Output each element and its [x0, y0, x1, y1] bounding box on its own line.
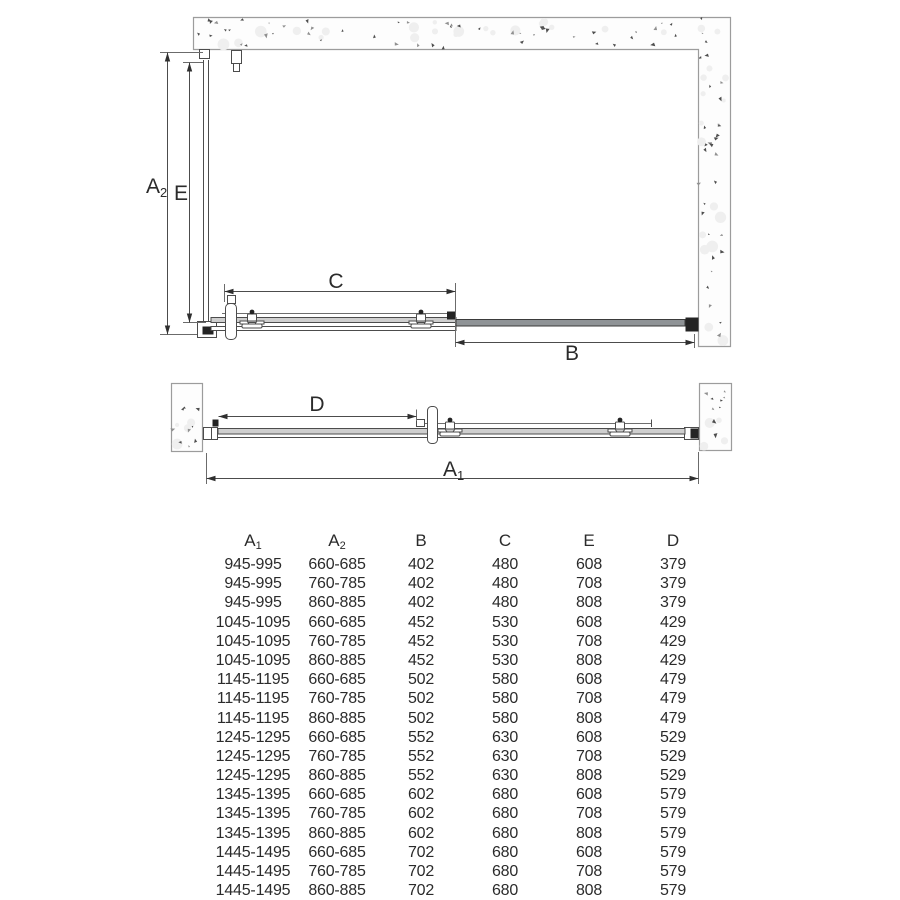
drawing-shape [409, 321, 418, 324]
table-header: D [666, 531, 680, 550]
table-cell: 529 [659, 747, 687, 765]
table-cell: 808 [575, 651, 603, 669]
drawing-shape [721, 437, 728, 444]
table-cell: 860-885 [308, 709, 366, 727]
table-cell: 660-685 [308, 613, 366, 631]
table-cell: 680 [491, 786, 519, 804]
drawing-shape [616, 422, 625, 429]
drawing-shape [165, 326, 170, 335]
table-cell: 602 [407, 824, 435, 842]
drawing-shape [318, 35, 323, 40]
table-cell: 608 [575, 613, 603, 631]
table-cell: 1245-1295 [215, 767, 291, 785]
drawing-shape [240, 321, 249, 324]
table-cell: 660-685 [308, 843, 366, 861]
table-cell: 530 [491, 651, 519, 669]
dim-label-e: E [174, 182, 189, 205]
table-cell: 680 [491, 824, 519, 842]
table-cell: 702 [407, 843, 435, 861]
table-cell: 1345-1395 [215, 786, 291, 804]
table-cell: 680 [491, 805, 519, 823]
table-cell: 479 [659, 709, 687, 727]
wall-profile-right [685, 428, 699, 440]
drawing-shape [690, 476, 699, 481]
table-cell: 579 [659, 805, 687, 823]
table-cell: 402 [407, 594, 435, 612]
drawing-shape [228, 296, 236, 304]
table-cell: 1145-1195 [216, 690, 290, 708]
dim-label-d: D [309, 393, 325, 416]
table-cell: 452 [407, 651, 435, 669]
drawing-shape [705, 418, 715, 428]
drawing-shape [213, 420, 219, 427]
table-body [211, 555, 715, 900]
drawing-shape [453, 26, 464, 37]
table-row [211, 632, 715, 651]
drawing-shape [411, 324, 431, 328]
table-cell: 529 [659, 728, 687, 746]
dim-label-b: B [564, 342, 580, 365]
table-cell: 1245-1295 [215, 747, 291, 765]
table-cell: 808 [575, 882, 603, 900]
table-cell: 552 [407, 728, 435, 746]
table-cell: 708 [575, 863, 603, 880]
drawing-shape [446, 422, 455, 429]
table-row [211, 709, 715, 728]
table-cell: 602 [407, 805, 435, 823]
drawing-shape [456, 340, 465, 345]
drawing-shape [165, 53, 170, 62]
table-cell: 479 [659, 690, 687, 708]
table-cell: 608 [575, 556, 603, 573]
drawing-shape [453, 429, 462, 432]
table-cell: 860-885 [308, 767, 366, 785]
table-header: $A_1$ [244, 531, 262, 552]
table-cell: 579 [659, 786, 687, 804]
table-cell: 608 [575, 786, 603, 804]
table-row [211, 862, 715, 881]
drawing-shape [549, 25, 554, 30]
table-cell: 860-885 [308, 824, 366, 842]
table-cell: 452 [407, 632, 435, 650]
drawing-shape [699, 121, 704, 126]
table-cell: 660-685 [308, 671, 366, 689]
drawing-shape [172, 439, 183, 450]
table-cell: 1045-1095 [215, 632, 291, 650]
table-row [211, 651, 715, 670]
table-cell: 708 [575, 632, 603, 650]
drawing-shape [322, 27, 330, 35]
table-cell: 602 [407, 786, 435, 804]
table-cell: 1445-1495 [215, 843, 291, 861]
table-row [211, 843, 715, 862]
table-cell: 479 [659, 671, 687, 689]
table-row [211, 613, 715, 632]
table-cell: 860-885 [308, 594, 366, 612]
table-cell: 1445-1495 [215, 863, 291, 880]
table-header-row [211, 530, 715, 552]
table-header: $A_2$ [328, 531, 346, 552]
table-cell: 708 [575, 690, 603, 708]
table-header: E [583, 531, 595, 550]
table-cell: 530 [491, 613, 519, 631]
table-cell: 480 [491, 556, 519, 573]
wall-top-and-right [194, 18, 731, 347]
top-view-drawing [146, 16, 731, 365]
table-cell: 708 [575, 805, 603, 823]
drawing-shape [207, 476, 216, 481]
top-wall-profile [200, 50, 210, 59]
drawing-shape [706, 65, 712, 71]
table-row [211, 785, 715, 804]
table-row [211, 804, 715, 823]
drawing-shape [225, 289, 234, 294]
table-row [211, 689, 715, 708]
drawing-shape [490, 30, 495, 35]
table-cell: 808 [575, 824, 603, 842]
table-cell: 760-785 [308, 575, 366, 593]
wall-profile-right [686, 318, 699, 332]
drawing-shape [419, 310, 424, 315]
drawing-shape [447, 289, 456, 294]
drawing-shape [293, 27, 301, 35]
table-cell: 630 [491, 728, 519, 746]
drawing-shape [408, 414, 417, 419]
drawing-shape [424, 321, 433, 324]
table-cell: 708 [575, 747, 603, 765]
drawing-shape [234, 64, 240, 72]
dim-label-a2 [146, 175, 167, 200]
table-cell: 429 [659, 632, 687, 650]
table-cell: 608 [575, 728, 603, 746]
table-cell: 608 [575, 843, 603, 861]
table-cell: 1345-1395 [215, 824, 291, 842]
drawing-shape [255, 321, 264, 324]
drawing-shape [700, 245, 710, 255]
drawing-shape [701, 91, 706, 96]
door-end-bracket [447, 312, 456, 320]
drawing-shape: A [146, 175, 161, 198]
table-cell: 552 [407, 767, 435, 785]
table-cell: 529 [659, 767, 687, 785]
drawing-shape: 2 [160, 185, 168, 200]
table-cell: 579 [659, 882, 687, 900]
table-row [211, 574, 715, 593]
dimension-table [211, 530, 715, 900]
drawing-shape [483, 26, 488, 31]
drawing-shape [184, 424, 192, 432]
drawing-shape [698, 25, 706, 33]
table-cell: 760-785 [308, 747, 366, 765]
table-cell: 580 [491, 690, 519, 708]
table-cell: 1345-1395 [215, 805, 291, 823]
drawing-shape [699, 231, 706, 238]
table-cell: 480 [491, 575, 519, 593]
door-handle [428, 407, 438, 444]
table-cell: 379 [659, 594, 687, 612]
wall-stipple-texture [197, 16, 729, 345]
table-cell: 1145-1195 [216, 709, 290, 727]
drawing-shape [433, 20, 437, 24]
drawing-shape [710, 202, 718, 210]
drawing-shape: A [443, 458, 458, 481]
drawing-shape [539, 21, 545, 27]
drawing-shape [618, 418, 623, 423]
table-row [211, 555, 715, 574]
door-stopper [417, 420, 425, 427]
table-cell: 702 [407, 882, 435, 900]
table-cell: 402 [407, 575, 435, 593]
table-cell: 552 [407, 747, 435, 765]
fixed-panel [456, 320, 685, 327]
table-cell: 1445-1495 [215, 882, 291, 900]
drawing-shape [722, 98, 726, 102]
drawing-shape [602, 26, 609, 33]
drawing-shape [410, 33, 419, 42]
table-cell: 760-785 [308, 805, 366, 823]
table-cell: 502 [407, 709, 435, 727]
table-cell: 1045-1095 [215, 613, 291, 631]
drawing-shape [722, 75, 729, 82]
table-header: B [415, 531, 427, 550]
table-cell: 702 [407, 863, 435, 880]
drawing-shape [409, 22, 419, 32]
dim-label-a1 [443, 458, 464, 483]
table-cell: 402 [407, 556, 435, 573]
drawing-shape [715, 212, 726, 223]
drawing-shape [704, 323, 713, 332]
table-cell: 502 [407, 690, 435, 708]
drawing-shape [610, 432, 630, 436]
table-cell: 379 [659, 575, 687, 593]
table-cell: 760-785 [308, 690, 366, 708]
drawing-shape [248, 314, 257, 321]
table-cell: 808 [575, 709, 603, 727]
drawing-shape [661, 29, 667, 35]
dimensions-front-view [207, 393, 699, 484]
table-cell: 660-685 [308, 728, 366, 746]
table-cell: 860-885 [308, 651, 366, 669]
drawing-shape [716, 417, 722, 423]
table-cell: 429 [659, 613, 687, 631]
table-cell: 945-995 [224, 594, 282, 612]
table-row [211, 670, 715, 689]
drawing-shape [175, 423, 179, 427]
dim-label-c: C [328, 270, 344, 293]
table-cell: 630 [491, 747, 519, 765]
drawing-shape: 1 [457, 468, 465, 483]
drawing-shape [717, 335, 728, 346]
drawing-shape [204, 428, 218, 440]
table-cell: 708 [575, 575, 603, 593]
table-row [211, 766, 715, 785]
drawing-shape [623, 429, 632, 432]
table-cell: 429 [659, 651, 687, 669]
table-cell: 579 [659, 824, 687, 842]
table-cell: 660-685 [308, 556, 366, 573]
table-cell: 530 [491, 632, 519, 650]
wall-profile-left [204, 420, 219, 440]
drawing-shape [714, 29, 720, 35]
table-cell: 608 [575, 671, 603, 689]
table-cell: 480 [491, 594, 519, 612]
side-glass-panel [198, 50, 242, 338]
table-row [211, 747, 715, 766]
table-cell: 680 [491, 882, 519, 900]
table-cell: 580 [491, 671, 519, 689]
table-cell: 579 [659, 843, 687, 861]
drawing-shape [691, 429, 699, 439]
table-cell: 945-995 [224, 556, 282, 573]
drawing-shape [187, 314, 192, 323]
ceiling-bracket [232, 51, 242, 64]
table-cell: 945-995 [224, 575, 282, 593]
table-cell: 808 [575, 594, 603, 612]
door-handle [226, 304, 237, 340]
table-cell: 1245-1295 [215, 728, 291, 746]
table-row [211, 824, 715, 843]
table-cell: 860-885 [308, 882, 366, 900]
drawing-shape [448, 418, 453, 423]
drawing-shape [608, 429, 617, 432]
table-cell: 630 [491, 767, 519, 785]
table-cell: 379 [659, 556, 687, 573]
table-cell: 502 [407, 671, 435, 689]
table-cell: 1145-1195 [216, 671, 290, 689]
table-cell: 680 [491, 843, 519, 861]
drawing-shape [700, 442, 709, 451]
drawing-shape [417, 314, 426, 321]
drawing-shape [250, 310, 255, 315]
drawing-shape [438, 429, 447, 432]
drawing-shape [700, 74, 706, 80]
table-cell: 680 [491, 863, 519, 880]
drawing-shape [432, 28, 438, 34]
drawing-shape [218, 39, 230, 51]
table-cell: 1045-1095 [215, 651, 291, 669]
table-row [211, 593, 715, 612]
drawing-shape [242, 324, 262, 328]
table-cell: 579 [659, 863, 687, 880]
table-cell: 660-685 [308, 786, 366, 804]
table-row [211, 728, 715, 747]
table-header: C [498, 531, 512, 550]
table-cell: 808 [575, 767, 603, 785]
table-cell: 760-785 [308, 632, 366, 650]
drawing-shape [440, 432, 460, 436]
drawing-shape [686, 340, 695, 345]
drawing-shape [697, 137, 706, 146]
table-cell: 580 [491, 709, 519, 727]
drawing-shape [219, 414, 228, 419]
table-row [211, 881, 715, 900]
table-cell: 760-785 [308, 863, 366, 880]
table-cell: 452 [407, 613, 435, 631]
drawing-shape [187, 63, 192, 72]
